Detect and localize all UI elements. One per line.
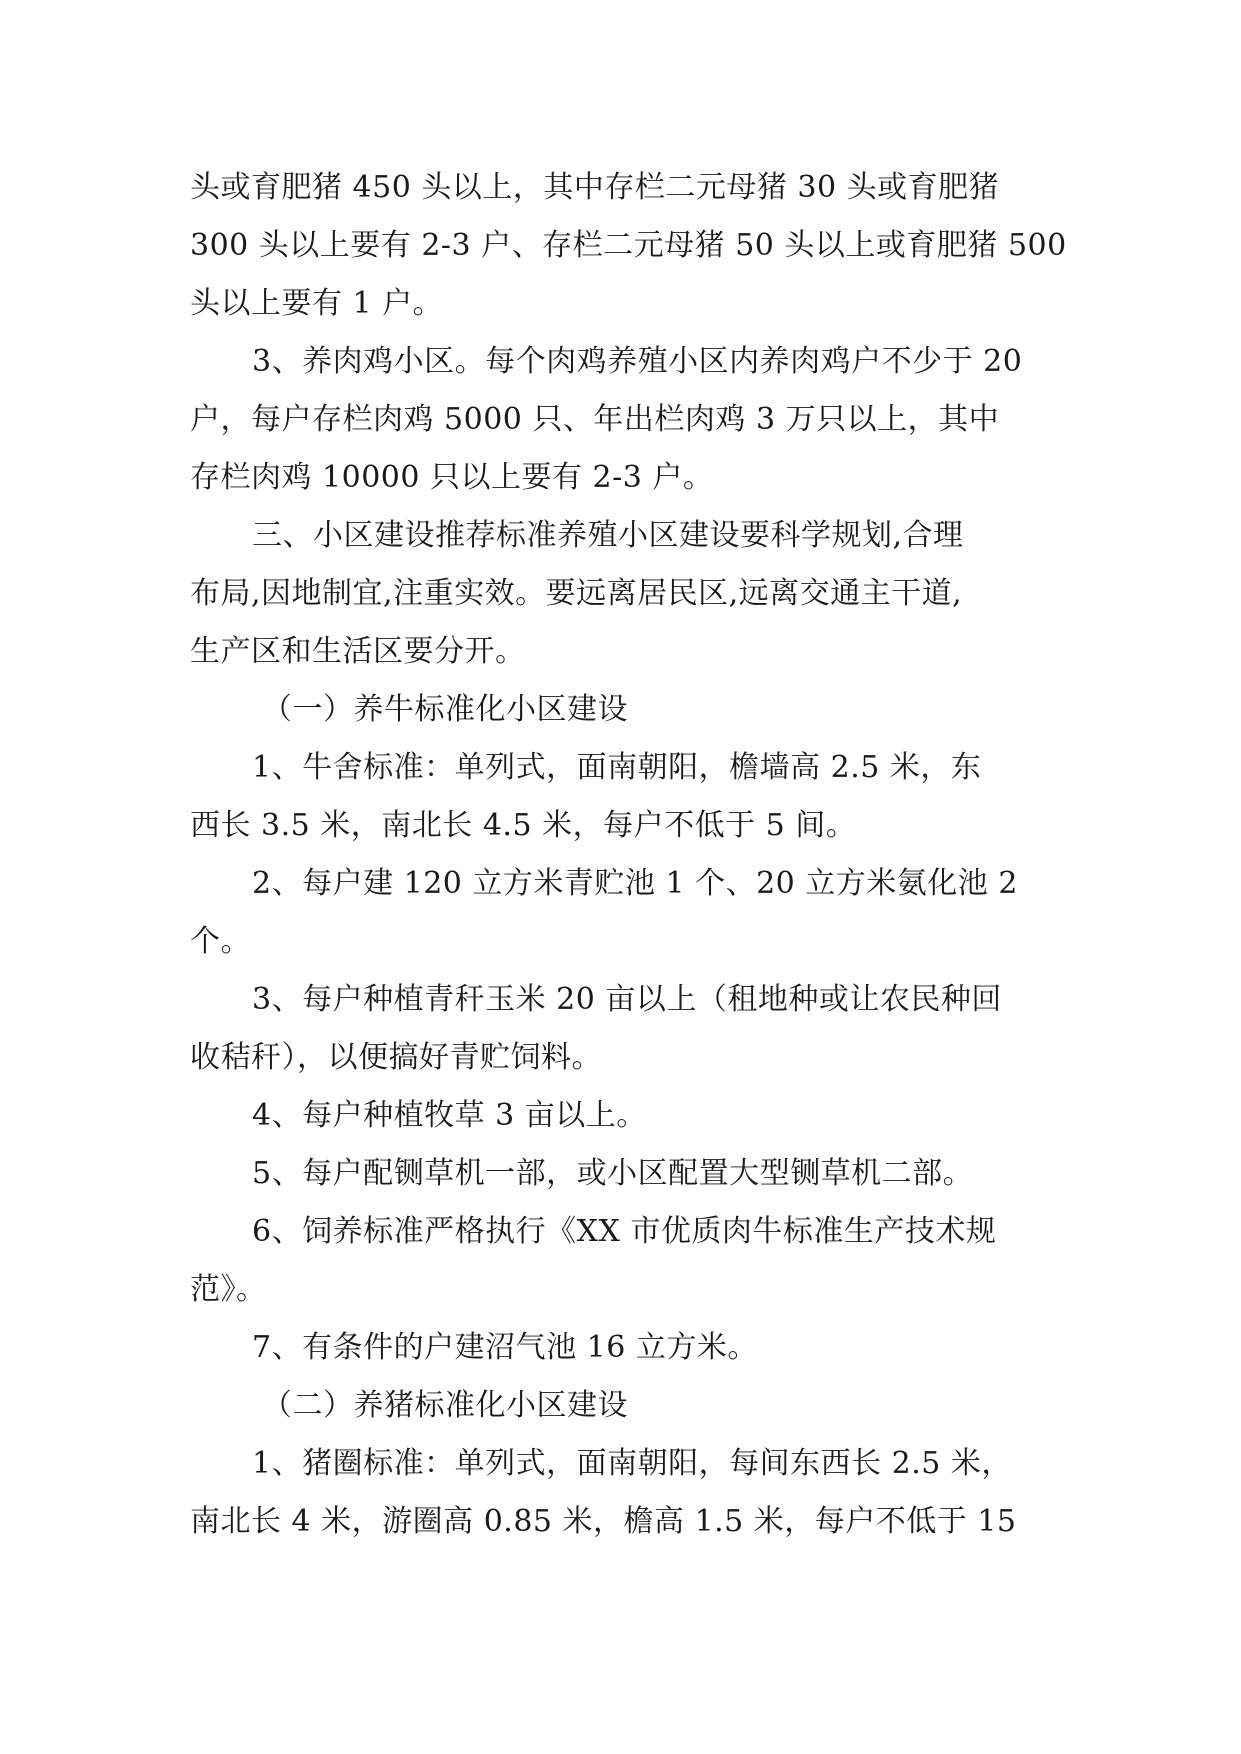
- text-line: 收秸秆），以便搞好青贮饲料。: [190, 1040, 602, 1075]
- text-line: 户，每户存栏肉鸡 5000 只、年出栏肉鸡 3 万只以上，其中: [190, 402, 1000, 437]
- text-line: 6、饲养标准严格执行《XX 市优质肉牛标准生产技术规: [252, 1214, 997, 1249]
- text-line: 头以上要有 1 户。: [190, 286, 444, 321]
- subsection-heading: （一）养牛标准化小区建设: [262, 692, 628, 727]
- text-line: 3、每户种植青秆玉米 20 亩以上（租地种或让农民种回: [252, 982, 1002, 1017]
- text-line: 3、养肉鸡小区。每个肉鸡养殖小区内养肉鸡户不少于 20: [252, 344, 1023, 379]
- section-heading: 三、小区建设推荐标准养殖小区建设要科学规划,合理: [252, 518, 964, 553]
- text-line: 南北长 4 米，游圈高 0.85 米，檐高 1.5 米，每户不低于 15: [190, 1504, 1017, 1539]
- text-line: 范》。: [190, 1272, 267, 1307]
- text-line: 生产区和生活区要分开。: [190, 634, 526, 669]
- text-line: 头或育肥猪 450 头以上，其中存栏二元母猪 30 头或育肥猪: [190, 170, 1000, 205]
- text-line: 7、有条件的户建沼气池 16 立方米。: [252, 1330, 758, 1365]
- text-line: 布局,因地制宜,注重实效。要远离居民区,远离交通主干道,: [190, 576, 963, 611]
- text-line: 300 头以上要有 2-3 户、存栏二元母猪 50 头以上或育肥猪 500: [190, 228, 1067, 263]
- text-line: 4、每户种植牧草 3 亩以上。: [252, 1098, 647, 1133]
- subsection-heading: （二）养猪标准化小区建设: [262, 1388, 628, 1423]
- text-line: 2、每户建 120 立方米青贮池 1 个、20 立方米氨化池 2: [252, 866, 1018, 901]
- text-line: 1、猪圈标准：单列式，面南朝阳，每间东西长 2.5 米，: [252, 1446, 1012, 1481]
- text-line: 5、每户配铡草机一部，或小区配置大型铡草机二部。: [252, 1156, 974, 1191]
- text-line: 存栏肉鸡 10000 只以上要有 2-3 户。: [190, 460, 714, 495]
- document-body: [190, 159, 1067, 1551]
- text-line: 西长 3.5 米，南北长 4.5 米，每户不低于 5 间。: [190, 808, 857, 843]
- text-line: 个。: [190, 924, 251, 959]
- text-line: 1、牛舍标准：单列式，面南朝阳，檐墙高 2.5 米，东: [252, 750, 982, 785]
